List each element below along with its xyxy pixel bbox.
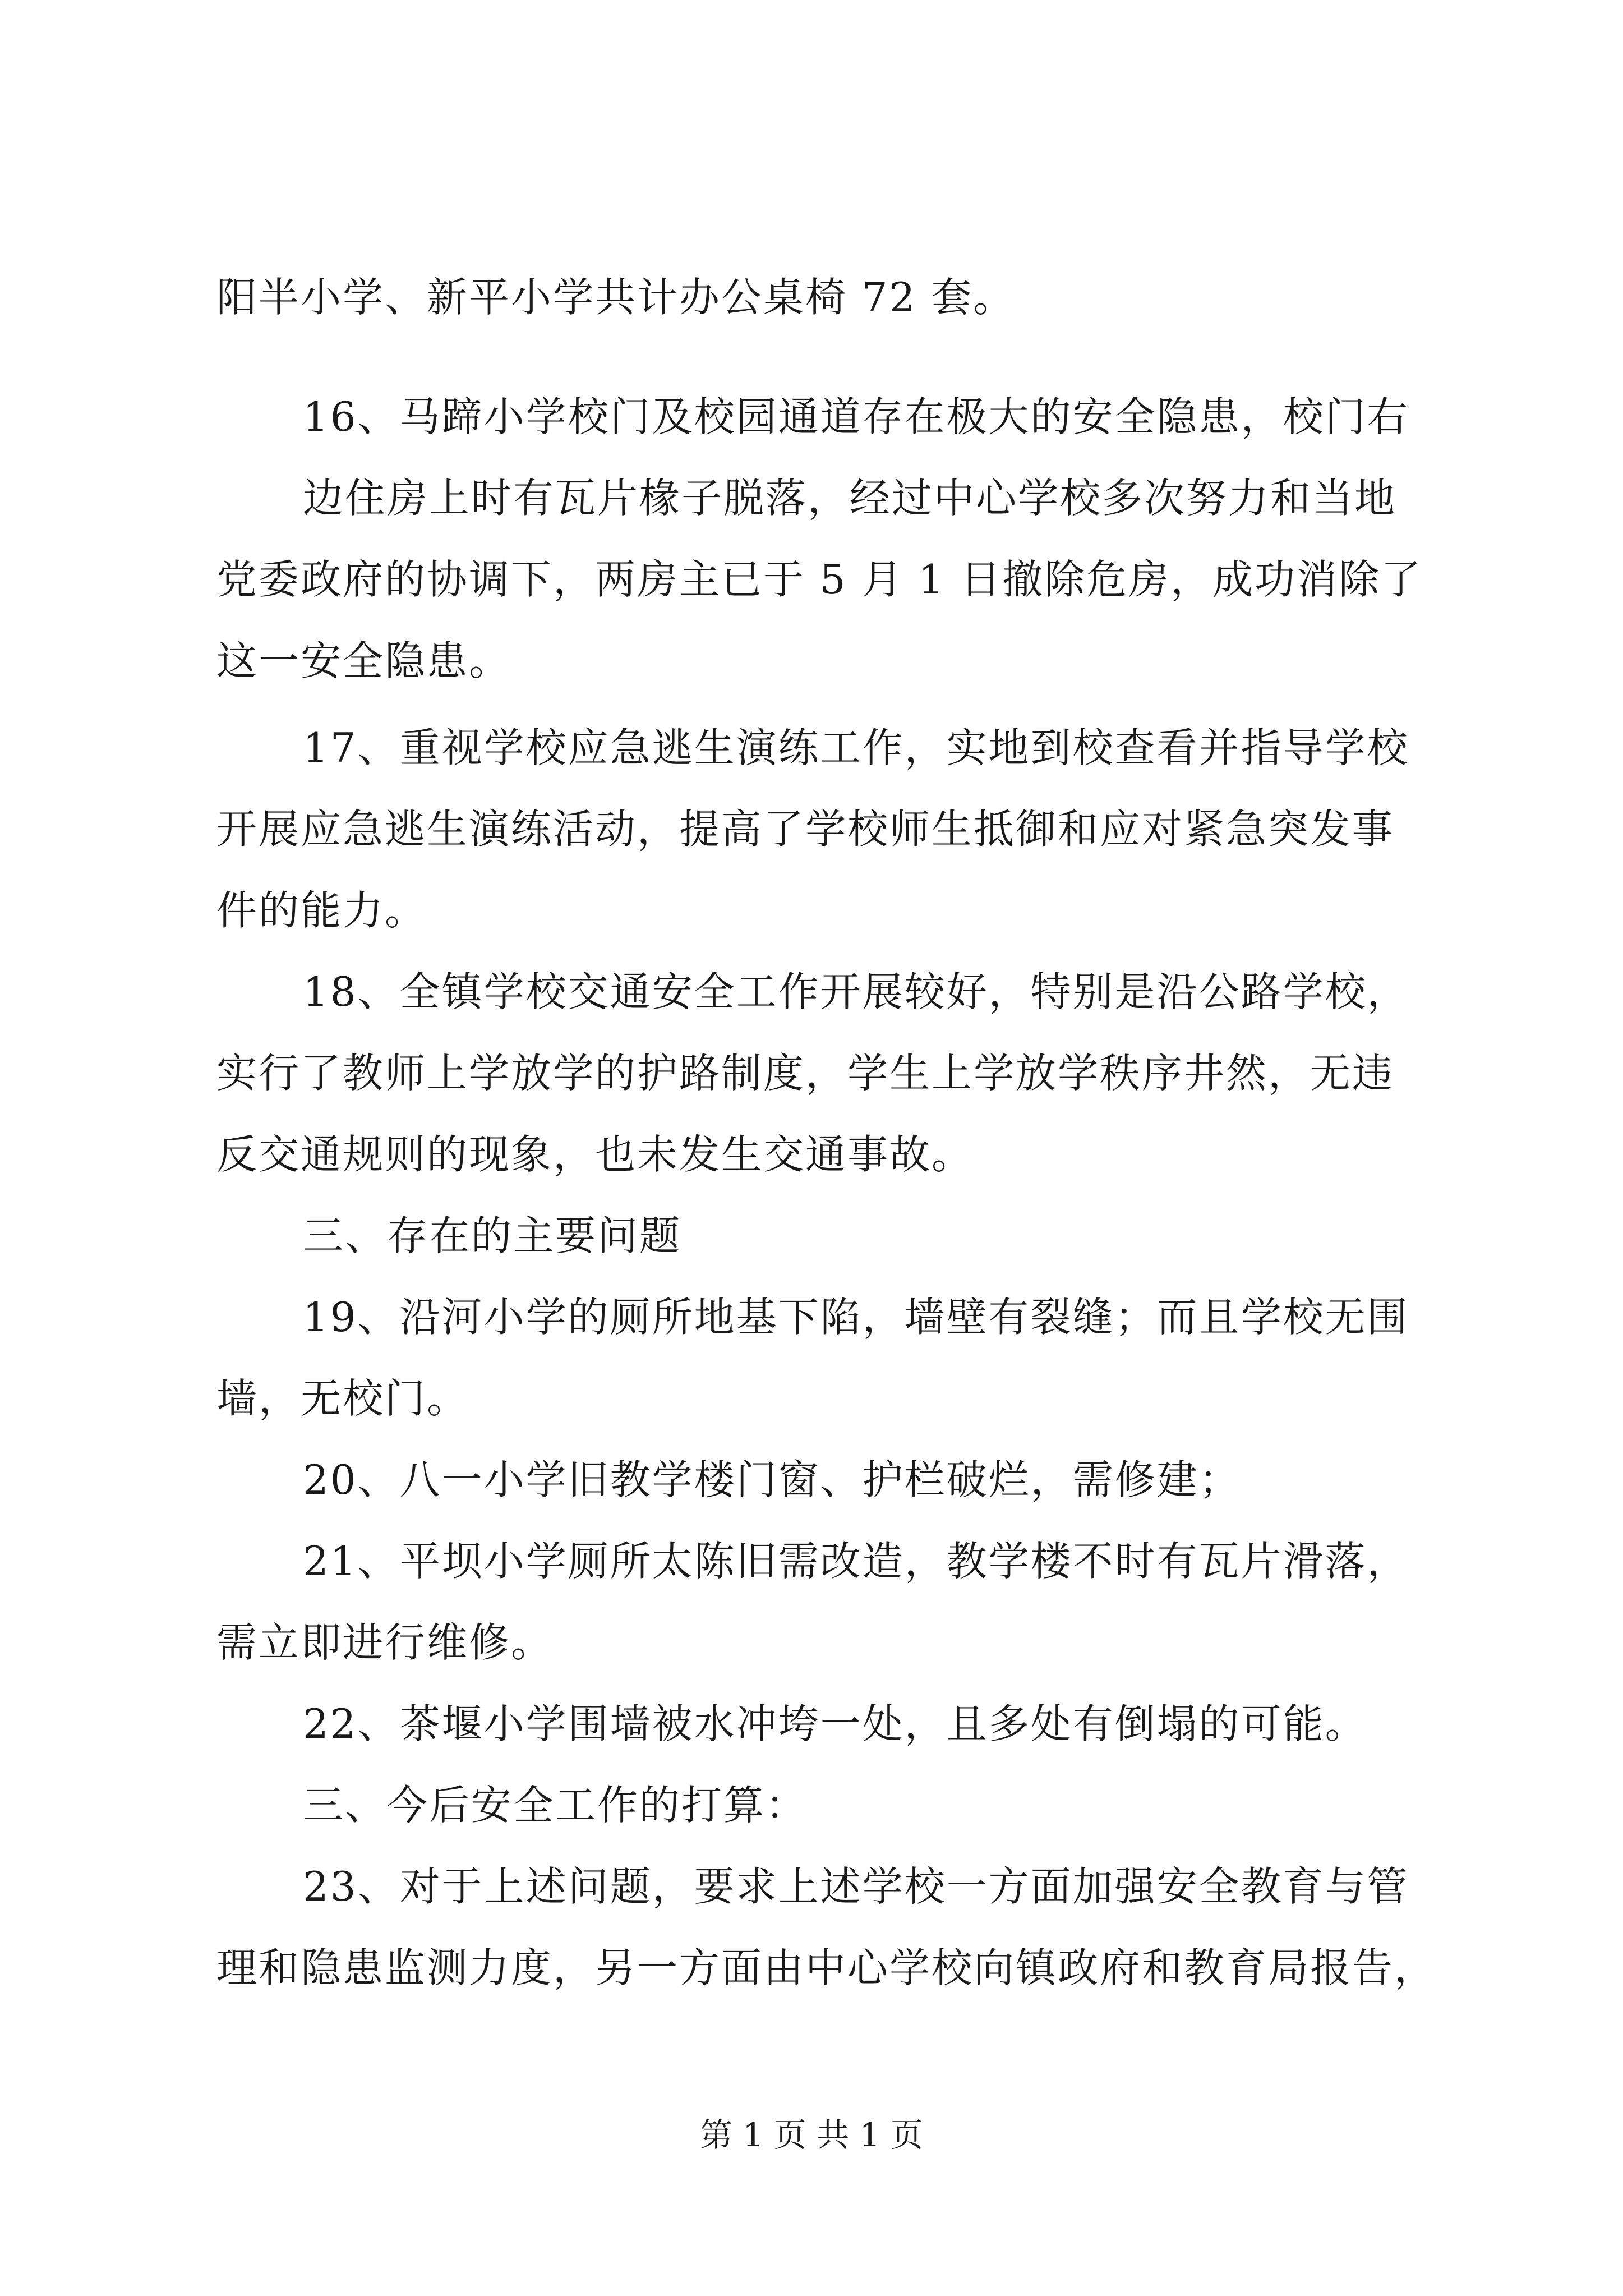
- text-line: 反交通规则的现象，也未发生交通事故。: [216, 1131, 974, 1178]
- text-line: 理和隐患监测力度，另一方面由中心学校向镇政府和教育局报告，: [216, 1944, 1437, 1991]
- page-number: 第 1 页 共 1 页: [700, 2116, 923, 2154]
- text-line: 这一安全隐患。: [216, 637, 511, 684]
- text-line: 17、重视学校应急逃生演练工作，实地到校查看并指导学校: [303, 724, 1409, 771]
- text-line: 阳半小学、新平小学共计办公桌椅 72 套。: [216, 274, 1016, 321]
- text-line: 开展应急逃生演练活动，提高了学校师生抵御和应对紧急突发事: [216, 806, 1395, 853]
- text-line: 墙，无校门。: [216, 1375, 469, 1422]
- text-line: 实行了教师上学放学的护路制度，学生上学放学秩序井然，无违: [216, 1050, 1395, 1097]
- text-line: 21、平坝小学厕所太陈旧需改造，教学楼不时有瓦片滑落，: [303, 1538, 1409, 1585]
- text-line: 需立即进行维修。: [216, 1619, 554, 1666]
- section-heading: 三、今后安全工作的打算：: [303, 1782, 808, 1829]
- text-line: 件的能力。: [216, 887, 427, 934]
- text-line: 20、八一小学旧教学楼门窗、护栏破烂，需修建；: [303, 1456, 1241, 1503]
- text-line: 22、茶堰小学围墙被水冲垮一处，且多处有倒塌的可能。: [303, 1700, 1367, 1747]
- text-line: 19、沿河小学的厕所地基下陷，墙壁有裂缝；而且学校无围: [303, 1294, 1409, 1341]
- text-line: 党委政府的协调下，两房主已于 5 月 1 日撤除危房，成功消除了: [216, 556, 1423, 603]
- section-heading: 三、存在的主要问题: [303, 1212, 682, 1259]
- text-line: 16、马蹄小学校门及校园通道存在极大的安全隐患，校门右: [303, 393, 1409, 440]
- text-line: 边住房上时有瓦片椽子脱落，经过中心学校多次努力和当地: [303, 475, 1397, 522]
- text-line: 23、对于上述问题，要求上述学校一方面加强安全教育与管: [303, 1863, 1409, 1910]
- text-line: 18、全镇学校交通安全工作开展较好，特别是沿公路学校，: [303, 968, 1409, 1015]
